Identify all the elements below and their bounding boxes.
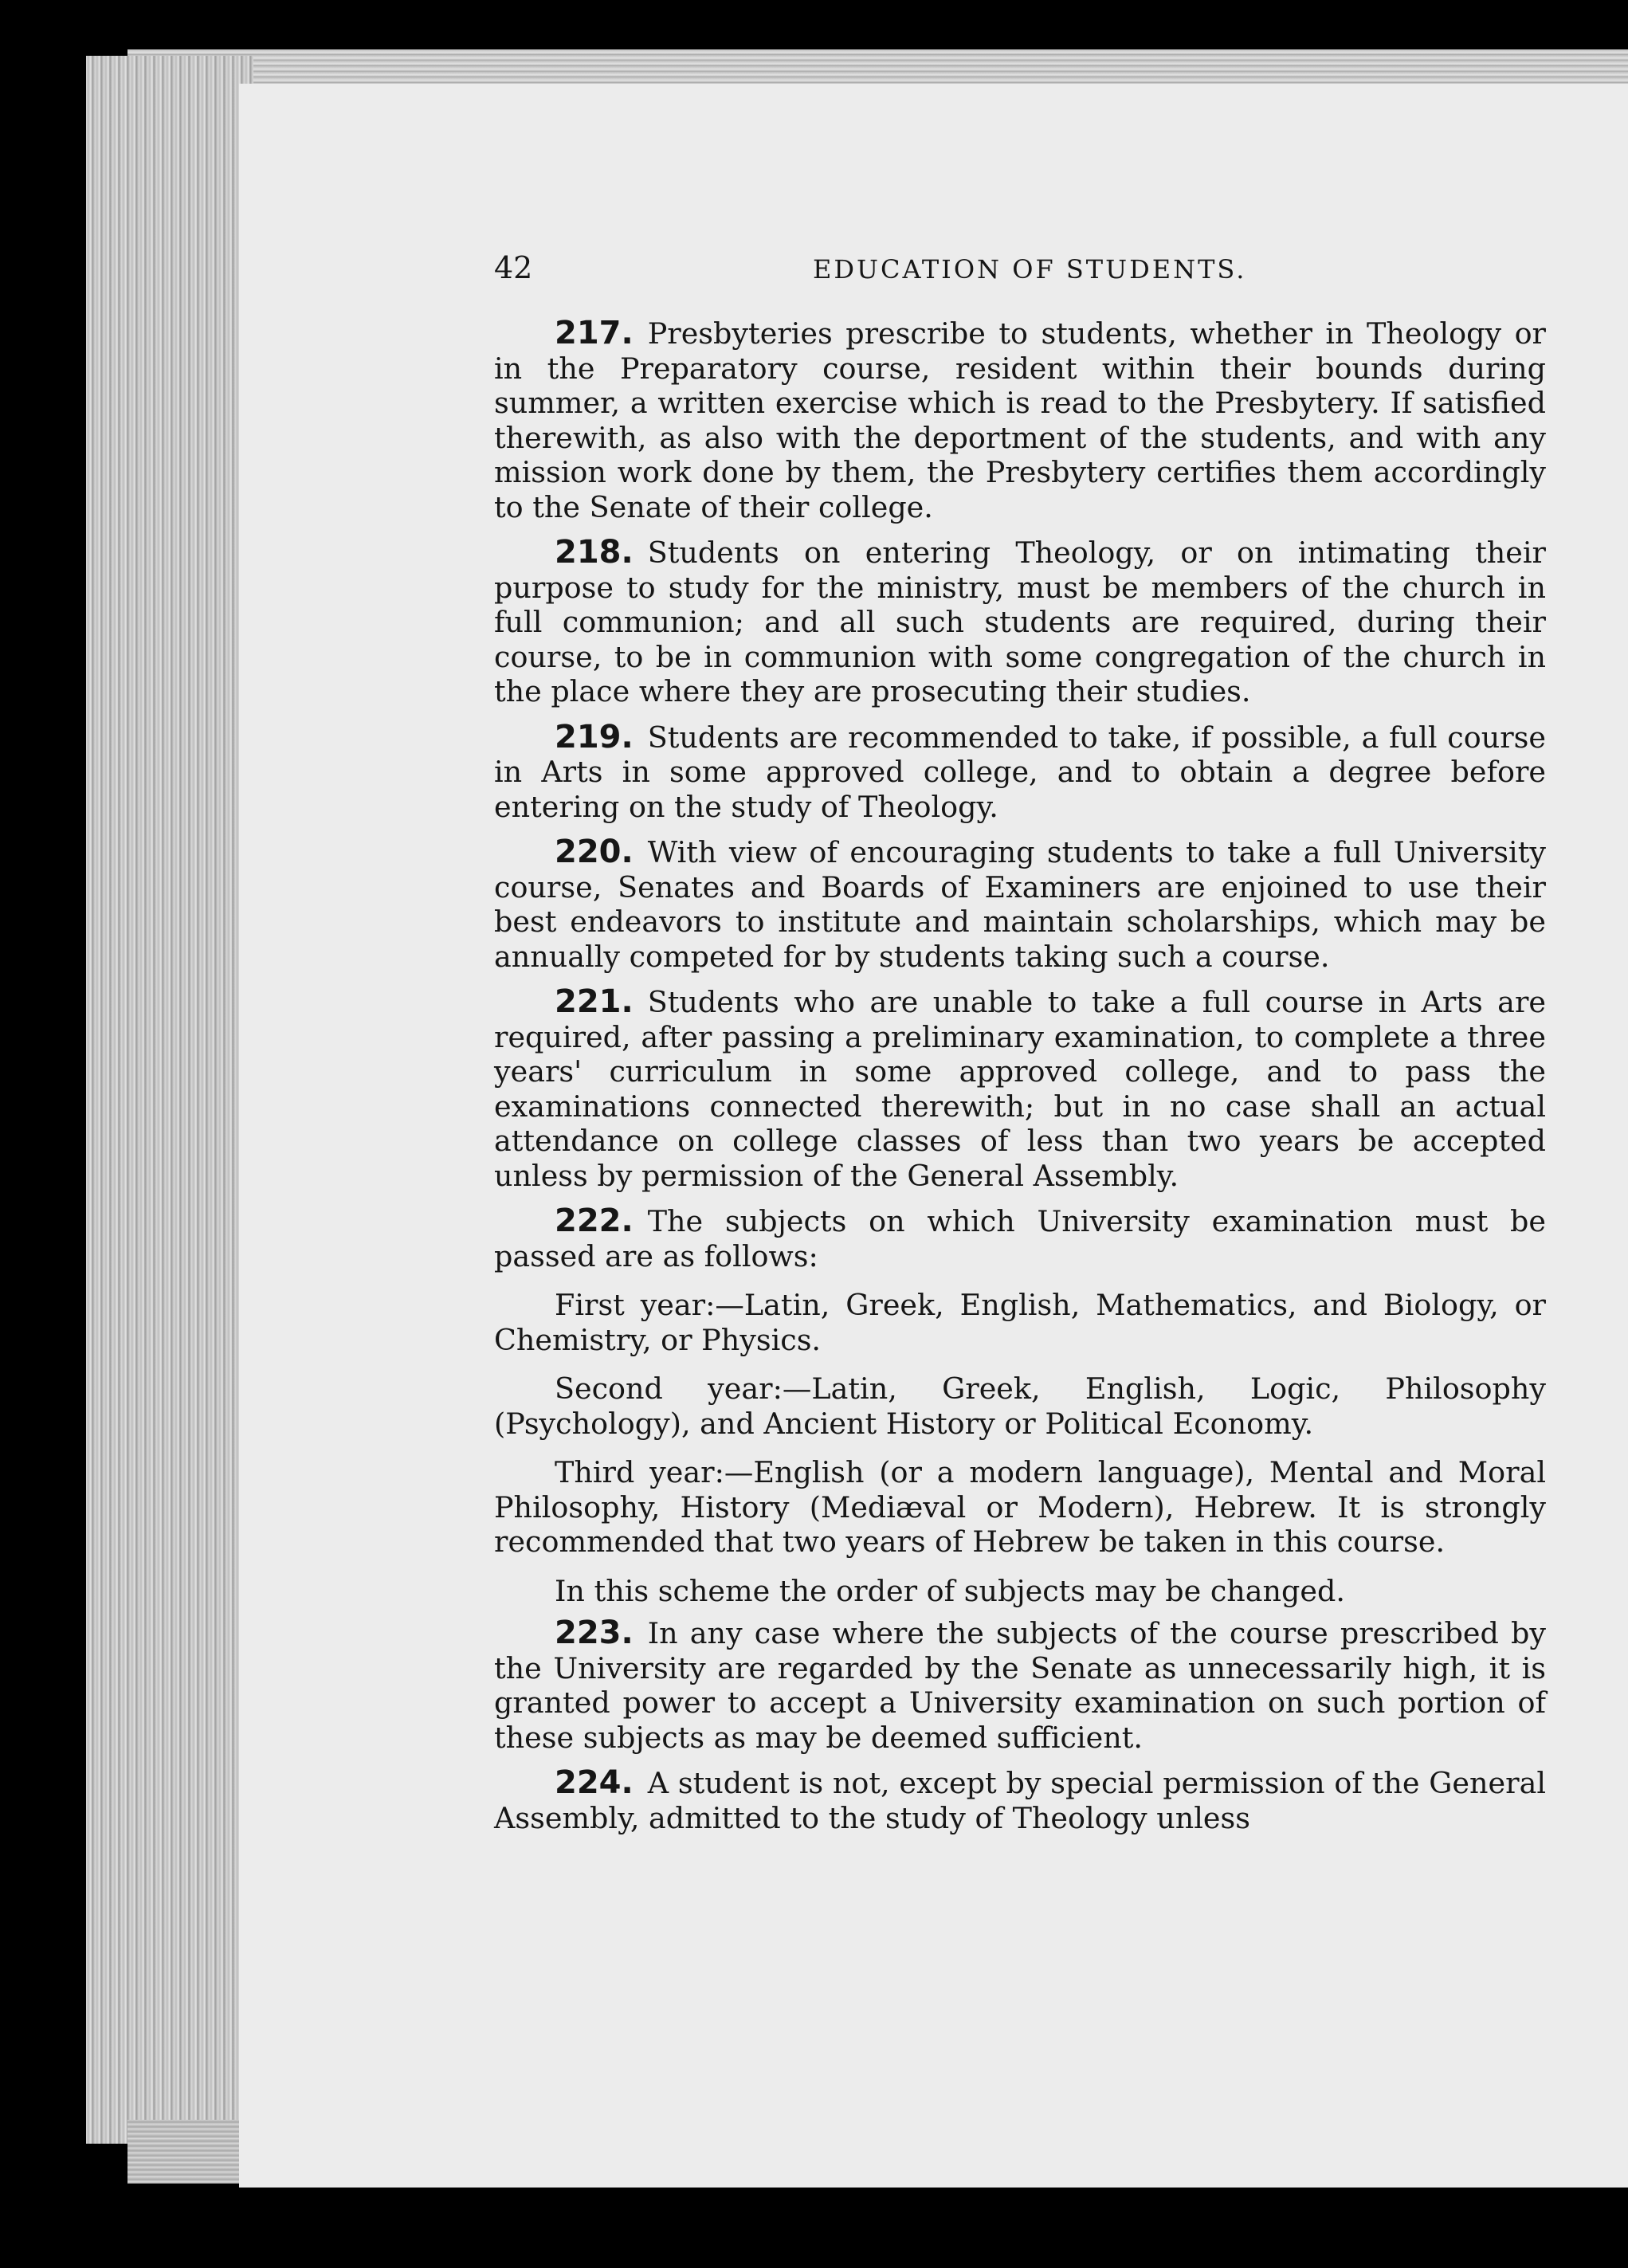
running-head <box>494 251 1546 299</box>
section-number: 221. <box>555 983 634 1020</box>
subject-third-year: Third year:—English (or a modern language), Mental and Moral Philosophy, History (Mediæval or Modern), Hebrew. It is strongly recommended that two years of Hebrew be taken in this course. <box>494 1455 1546 1559</box>
section-number: 223. <box>555 1615 634 1651</box>
section-221 <box>494 985 1546 1193</box>
section-224 <box>494 1766 1546 1835</box>
subject-order-note: In this scheme the order of subjects may be changed. <box>555 1573 1345 1608</box>
text-block <box>494 251 1546 1846</box>
section-number: 222. <box>555 1203 634 1239</box>
section-text: In any case where the subjects of the course prescribed by the University are regarded by the Senate as unnecessarily high, it is granted power to accept a University examination on such portion of these subjects as may be deemed sufficient. <box>494 1616 1546 1755</box>
section-number: 220. <box>555 834 634 870</box>
section-text: Students on entering Theology, or on intimating their purpose to study for the ministry, must be members of the church in full communion; and all such students are required, during their course, to be in communion with some congregation of the church in the place where they are prosecuting their studies. <box>494 536 1546 708</box>
section-text: The subjects on which University examination must be passed are as follows: <box>494 1204 1546 1273</box>
section-text: Presbyteries prescribe to students, whether in Theology or in the Preparatory course, resident within their bounds during summer, a written exercise which is read to the Presbytery. If satisfied therewith, as also with the deportment of the students, and with any mission work done by them, the Presbytery certifies them accordingly to the Senate of their college. <box>494 316 1546 524</box>
page-number: 42 <box>494 250 533 285</box>
section-text: Students are recommended to take, if possible, a full course in Arts in some approved college, and to obtain a degree before entering on the study of Theology. <box>494 720 1546 824</box>
running-title: EDUCATION OF STUDENTS. <box>813 254 1247 284</box>
section-number: 218. <box>555 534 634 571</box>
section-text: Students who are unable to take a full course in Arts are required, after passing a preliminary examination, to complete a three years' curriculum in some approved college, and to pass the examinations connected therewith; but in no case shall an actual attendance on college classes of less than two years be accepted unless by permission of the General Assembly. <box>494 985 1546 1193</box>
section-217 <box>494 316 1546 524</box>
section-223 <box>494 1616 1546 1755</box>
page-side-edges <box>86 56 253 2144</box>
subject-first-year: First year:—Latin, Greek, English, Mathematics, and Biology, or Chemistry, or Physics. <box>494 1288 1546 1357</box>
section-218 <box>494 536 1546 709</box>
section-220 <box>494 835 1546 974</box>
subject-second-year: Second year:—Latin, Greek, English, Logic, Philosophy (Psychology), and Ancient History or Political Economy. <box>494 1371 1546 1441</box>
section-text: A student is not, except by special permission of the General Assembly, admitted to the study of Theology unless <box>494 1766 1546 1835</box>
section-number: 219. <box>555 718 634 755</box>
section-text: With view of encouraging students to take a full University course, Senates and Boards of Examiners are enjoined to use their best endeavors to institute and maintain scholarships, which may be annually competed for by students taking such a course. <box>494 835 1546 974</box>
section-219 <box>494 720 1546 825</box>
section-222 <box>494 1204 1546 1273</box>
page-top-edge <box>127 49 1628 88</box>
section-number: 224. <box>555 1764 634 1801</box>
section-number: 217. <box>555 315 634 351</box>
